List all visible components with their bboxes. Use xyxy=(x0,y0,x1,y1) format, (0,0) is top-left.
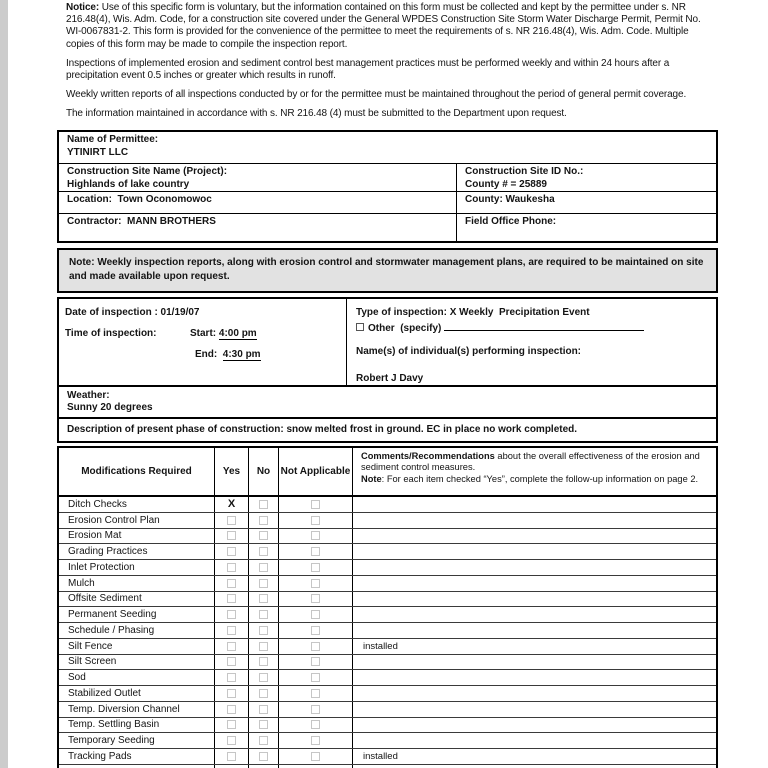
x-mark: X xyxy=(227,498,236,511)
checkbox-cell-na[interactable] xyxy=(279,718,353,733)
checkbox-cell-na[interactable] xyxy=(279,733,353,748)
checkbox-icon xyxy=(259,610,268,619)
modification-label: Stabilized Outlet xyxy=(59,686,215,701)
checkbox-icon xyxy=(227,516,236,525)
comment-cell: installed xyxy=(363,640,398,652)
modifications-header-row xyxy=(59,448,716,497)
table-row xyxy=(59,214,716,241)
checkbox-icon xyxy=(259,500,268,509)
table-row xyxy=(59,299,716,387)
checkbox-cell-na[interactable] xyxy=(279,607,353,622)
phase-description: Description of present phase of construction: snow melted frost in ground. EC in place no work completed. xyxy=(67,424,578,435)
col-header-yes: Yes xyxy=(215,448,249,495)
end-label: End: xyxy=(195,349,223,360)
comment-cell: installed xyxy=(363,750,398,762)
col-header-not-applicable: Not Applicable xyxy=(279,448,353,495)
checkbox-icon xyxy=(259,579,268,588)
checkbox-cell-no[interactable] xyxy=(249,592,279,607)
checkbox-icon xyxy=(259,516,268,525)
type-names-cell xyxy=(347,299,716,385)
comment-cell xyxy=(353,623,716,638)
checkbox-icon xyxy=(311,500,320,509)
checkbox-icon xyxy=(227,705,236,714)
site-name-value: Highlands of lake country xyxy=(67,178,190,190)
table-row xyxy=(59,132,716,164)
checkbox-icon xyxy=(227,547,236,556)
county-value: County: Waukesha xyxy=(465,194,555,205)
modification-label: Tracking Pads xyxy=(59,749,215,764)
weather-value: Sunny 20 degrees xyxy=(67,402,153,413)
comment-cell xyxy=(353,576,716,591)
checkbox-icon xyxy=(227,736,236,745)
modification-label: Grading Practices xyxy=(59,544,215,559)
checkbox-cell-yes[interactable] xyxy=(215,529,249,544)
checkbox-cell-no[interactable] xyxy=(249,560,279,575)
comment-cell xyxy=(353,529,716,544)
checkbox-icon xyxy=(259,720,268,729)
comment-cell xyxy=(353,670,716,685)
table-row xyxy=(59,686,716,702)
checkbox-cell-na[interactable] xyxy=(279,592,353,607)
checkbox-cell-na[interactable] xyxy=(279,513,353,528)
checkbox-cell-yes[interactable] xyxy=(215,592,249,607)
notice-label: Notice: xyxy=(66,2,100,13)
checkbox-cell-na[interactable] xyxy=(279,639,353,654)
checkbox-cell-yes[interactable] xyxy=(215,702,249,717)
contractor-cell xyxy=(59,214,457,241)
modification-label: Silt Screen xyxy=(59,655,215,670)
checkbox-icon xyxy=(227,657,236,666)
checkbox-cell-yes[interactable] xyxy=(215,513,249,528)
table-row xyxy=(59,607,716,623)
modification-label: Silt Fence xyxy=(59,639,215,654)
checkbox-cell-no[interactable] xyxy=(249,686,279,701)
site-id-value: County # = 25889 xyxy=(465,178,547,190)
checkbox-icon xyxy=(259,563,268,572)
checkbox-icon xyxy=(227,531,236,540)
checkbox-icon xyxy=(311,531,320,540)
checkbox-cell-na[interactable] xyxy=(279,529,353,544)
checkbox-icon xyxy=(311,642,320,651)
checkbox-icon xyxy=(259,531,268,540)
table-row xyxy=(59,560,716,576)
end-time-line xyxy=(195,349,346,361)
table-row xyxy=(59,670,716,686)
site-name-cell xyxy=(59,164,457,191)
modification-label: Erosion Control Plan xyxy=(59,513,215,528)
site-name-label: Construction Site Name (Project): xyxy=(67,166,228,177)
checkbox-cell-no[interactable] xyxy=(249,623,279,638)
checkbox-cell-no[interactable] xyxy=(249,576,279,591)
checkbox-icon xyxy=(259,752,268,761)
checkbox-icon xyxy=(227,610,236,619)
checkbox-cell-yes[interactable] xyxy=(215,749,249,764)
table-row xyxy=(59,655,716,671)
checkbox-icon xyxy=(227,689,236,698)
permittee-name-label: Name of Permittee: xyxy=(67,134,159,145)
checkbox-cell-yes[interactable] xyxy=(215,686,249,701)
modification-label: Ditch Checks xyxy=(59,497,215,512)
checkbox-icon xyxy=(311,547,320,556)
location-value: Location: Town Oconomowoc xyxy=(67,194,212,205)
checkbox-icon xyxy=(311,579,320,588)
modification-label: Temporary Seeding xyxy=(59,733,215,748)
col-header-comments xyxy=(353,448,716,495)
checkbox-icon xyxy=(311,563,320,572)
checkbox-cell-yes[interactable] xyxy=(215,497,249,512)
comment-cell xyxy=(353,655,716,670)
comment-cell xyxy=(353,733,716,748)
contractor-value: Contractor: MANN BROTHERS xyxy=(67,216,216,227)
table-row xyxy=(59,702,716,718)
checkbox-cell-yes[interactable] xyxy=(215,655,249,670)
checkbox-cell-no[interactable] xyxy=(249,655,279,670)
start-label: Start: xyxy=(190,328,219,339)
checkbox-icon xyxy=(227,626,236,635)
checkbox-icon xyxy=(311,689,320,698)
type-of-inspection: Type of inspection: X Weekly Precipitation Event xyxy=(356,307,590,318)
other-checkbox-icon[interactable] xyxy=(356,323,364,331)
start-time-value: 4:00 pm xyxy=(218,328,257,339)
weather-row xyxy=(59,387,716,419)
checkbox-cell-na[interactable] xyxy=(279,686,353,701)
comment-cell xyxy=(353,718,716,733)
modification-label: Sod xyxy=(59,670,215,685)
checkbox-icon xyxy=(227,642,236,651)
checkbox-icon xyxy=(311,720,320,729)
checkbox-icon xyxy=(311,705,320,714)
checkbox-cell-no[interactable] xyxy=(249,733,279,748)
notice-paragraph-1: Notice: Use of this specific form is voluntary, but the information contained on this form must be collected and kept by the permittee under s. NR 216.48(4), Wis. Adm. Code, for a construction site covered under the General WPDES Construction Site Storm Water Discharge Permit, Permit No. WI-0067831-2. This form is provided for the convenience of the permittee to meet the requirements of s. NR 216.48(4), Wis. Adm. Code. Multiple copies of this form may be made to compile the inspection report. xyxy=(66,2,701,50)
table-row xyxy=(59,544,716,560)
table-row xyxy=(59,513,716,529)
checkbox-cell-yes[interactable] xyxy=(215,733,249,748)
table-row xyxy=(59,733,716,749)
other-label: Other (specify) xyxy=(368,323,445,334)
checkbox-icon xyxy=(259,657,268,666)
comment-cell xyxy=(353,686,716,701)
checkbox-cell-no[interactable] xyxy=(249,670,279,685)
site-id-cell xyxy=(457,164,716,191)
modification-label: Permanent Seeding xyxy=(59,607,215,622)
checkbox-icon xyxy=(259,594,268,603)
checkbox-cell-na[interactable] xyxy=(279,623,353,638)
table-row xyxy=(59,749,716,765)
checkbox-cell-no[interactable] xyxy=(249,718,279,733)
checkbox-icon xyxy=(259,673,268,682)
checkbox-cell-yes[interactable] xyxy=(215,607,249,622)
modification-label: Erosion Mat xyxy=(59,529,215,544)
checkbox-cell-yes[interactable] xyxy=(215,544,249,559)
page-edge-shadow xyxy=(0,0,8,768)
note-box: Note: Weekly inspection reports, along with erosion control and stormwater management plans, are required to be maintained on site and made available upon request. xyxy=(57,248,718,293)
table-row xyxy=(59,623,716,639)
checkbox-icon xyxy=(227,720,236,729)
table-row xyxy=(59,497,716,513)
comment-cell xyxy=(353,592,716,607)
checkbox-icon xyxy=(227,752,236,761)
county-cell xyxy=(457,192,716,213)
checkbox-cell-na[interactable] xyxy=(279,702,353,717)
checkbox-icon xyxy=(259,689,268,698)
table-row xyxy=(59,639,716,655)
notice-paragraph-3: Weekly written reports of all inspections conducted by or for the permittee must be maintained throughout the period of general permit coverage. xyxy=(66,89,687,101)
notice-section xyxy=(66,2,714,128)
checkbox-icon xyxy=(311,626,320,635)
comment-cell xyxy=(353,497,716,512)
checkbox-icon xyxy=(227,673,236,682)
comment-cell xyxy=(353,513,716,528)
checkbox-icon xyxy=(259,705,268,714)
permittee-name-cell xyxy=(59,132,716,163)
table-row xyxy=(59,192,716,214)
comment-cell xyxy=(353,560,716,575)
checkbox-cell-no[interactable] xyxy=(249,749,279,764)
inspector-name: Robert J Davy xyxy=(356,373,424,384)
time-of-inspection xyxy=(65,328,346,340)
checkbox-cell-yes[interactable] xyxy=(215,576,249,591)
checkbox-cell-na[interactable] xyxy=(279,749,353,764)
field-office-phone-cell xyxy=(457,214,716,241)
comments-header-line-1: Comments/Recommendations about the overall effectiveness of the erosion and sediment control measures. xyxy=(361,451,700,473)
permittee-info-table xyxy=(57,130,718,243)
date-time-cell xyxy=(59,299,347,385)
checkbox-cell-yes[interactable] xyxy=(215,639,249,654)
time-label: Time of inspection: xyxy=(65,328,157,339)
comment-cell xyxy=(353,544,716,559)
notice-paragraph-4: The information maintained in accordance with s. NR 216.48 (4) must be submitted to the Department upon request. xyxy=(66,108,567,120)
checkbox-cell-na[interactable] xyxy=(279,670,353,685)
modification-label: Temp. Diversion Channel xyxy=(59,702,215,717)
description-row xyxy=(59,419,716,441)
checkbox-cell-no[interactable] xyxy=(249,497,279,512)
inspection-details-table xyxy=(57,297,718,443)
comment-cell xyxy=(353,702,716,717)
checkbox-cell-na[interactable] xyxy=(279,497,353,512)
modification-label: Mulch xyxy=(59,576,215,591)
checkbox-icon xyxy=(259,547,268,556)
col-header-modifications: Modifications Required xyxy=(59,448,215,495)
checkbox-icon xyxy=(311,516,320,525)
checkbox-cell-yes[interactable] xyxy=(215,718,249,733)
comments-header-line-2: Note: For each item checked “Yes”, complete the follow-up information on page 2. xyxy=(361,473,699,484)
checkbox-icon xyxy=(259,642,268,651)
checkbox-icon xyxy=(311,610,320,619)
checkbox-icon xyxy=(227,594,236,603)
checkbox-cell-na[interactable] xyxy=(279,560,353,575)
checkbox-cell-no[interactable] xyxy=(249,513,279,528)
other-line xyxy=(356,321,716,335)
table-row xyxy=(59,718,716,734)
checkbox-cell-no[interactable] xyxy=(249,639,279,654)
checkbox-icon xyxy=(311,752,320,761)
end-time-value: 4:30 pm xyxy=(222,349,261,360)
checkbox-cell-yes[interactable] xyxy=(215,560,249,575)
checkbox-cell-na[interactable] xyxy=(279,544,353,559)
modification-label: Temp. Settling Basin xyxy=(59,718,215,733)
checkbox-icon xyxy=(311,736,320,745)
checkbox-cell-no[interactable] xyxy=(249,702,279,717)
checkbox-icon xyxy=(227,579,236,588)
notice-paragraph-2: Inspections of implemented erosion and sediment control best management practices must be performed weekly and within 24 hours after a precipitation event 0.5 inches or greater which results in runoff. xyxy=(66,57,670,82)
checkbox-cell-na[interactable] xyxy=(279,655,353,670)
checkbox-cell-yes[interactable] xyxy=(215,670,249,685)
date-of-inspection: Date of inspection : 01/19/07 xyxy=(65,307,200,318)
table-row xyxy=(59,592,716,608)
modification-label: Offsite Sediment xyxy=(59,592,215,607)
modifications-table xyxy=(57,446,718,768)
checkbox-cell-na[interactable] xyxy=(279,576,353,591)
weather-label: Weather: xyxy=(67,390,110,401)
table-row xyxy=(59,576,716,592)
location-cell xyxy=(59,192,457,213)
table-row xyxy=(59,529,716,545)
checkbox-icon xyxy=(259,626,268,635)
checkbox-icon xyxy=(259,736,268,745)
checkbox-cell-yes[interactable] xyxy=(215,623,249,638)
checkbox-icon xyxy=(311,657,320,666)
modification-label: Schedule / Phasing xyxy=(59,623,215,638)
checkbox-icon xyxy=(311,594,320,603)
comment-cell xyxy=(353,607,716,622)
permittee-name-value: YTINIRT LLC xyxy=(67,146,129,158)
site-id-label: Construction Site ID No.: xyxy=(465,166,584,177)
table-row xyxy=(59,164,716,192)
modification-label: Inlet Protection xyxy=(59,560,215,575)
other-specify-field[interactable] xyxy=(444,321,644,331)
checkbox-icon xyxy=(227,563,236,572)
field-office-phone-label: Field Office Phone: xyxy=(465,216,557,227)
checkbox-cell-no[interactable] xyxy=(249,529,279,544)
modifications-rows xyxy=(59,497,716,768)
col-header-no: No xyxy=(249,448,279,495)
checkbox-cell-no[interactable] xyxy=(249,607,279,622)
names-label: Name(s) of individual(s) performing inspection: xyxy=(356,346,582,357)
checkbox-cell-no[interactable] xyxy=(249,544,279,559)
checkbox-icon xyxy=(311,673,320,682)
